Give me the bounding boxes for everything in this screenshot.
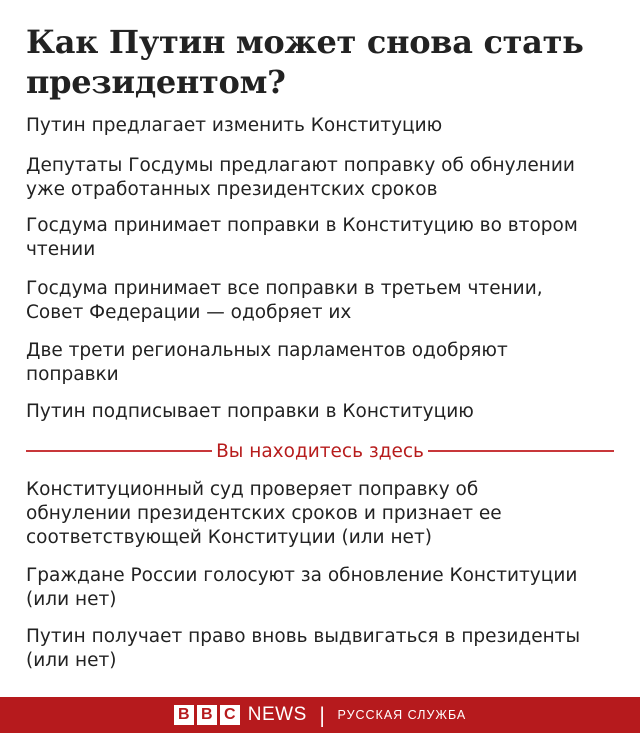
step-2: Депутаты Госдумы предлагают поправку об обнулении уже отработанных президентских сроков — [26, 155, 575, 200]
footer-banner — [0, 697, 640, 733]
logo-letter: B — [197, 705, 217, 725]
service-name: РУССКАЯ СЛУЖБА — [337, 708, 467, 722]
step-3: Госдума принимает поправки в Конституцию во втором чтении — [26, 215, 578, 260]
logo-letter: C — [220, 705, 240, 725]
separator: | — [318, 703, 326, 727]
step-1: Путин предлагает изменить Конституцию — [26, 115, 443, 136]
page-title: Как Путин может снова стать президентом? — [26, 23, 584, 101]
step-6: Путин подписывает поправки в Конституцию — [26, 401, 474, 422]
bbc-logo — [174, 705, 240, 725]
marker-line-right — [428, 450, 614, 452]
logo-letter: B — [174, 705, 194, 725]
marker-label: Вы находитесь здесь — [216, 440, 424, 462]
step-5: Две трети региональных парламентов одобряют поправки — [26, 340, 508, 385]
news-label: NEWS — [247, 704, 307, 725]
step-9: Путин получает право вновь выдвигаться в президенты (или нет) — [26, 626, 581, 671]
marker-line-left — [26, 450, 212, 452]
step-7: Конституционный суд проверяет поправку об обнулении президентских сроков и признает ее соответствующей Конституции (или нет) — [26, 479, 502, 548]
step-8: Граждане России голосуют за обновление Конституции (или нет) — [26, 565, 578, 610]
current-position-marker — [26, 439, 614, 463]
step-4: Госдума принимает все поправки в третьем чтении, Совет Федерации — одобряет их — [26, 278, 543, 323]
